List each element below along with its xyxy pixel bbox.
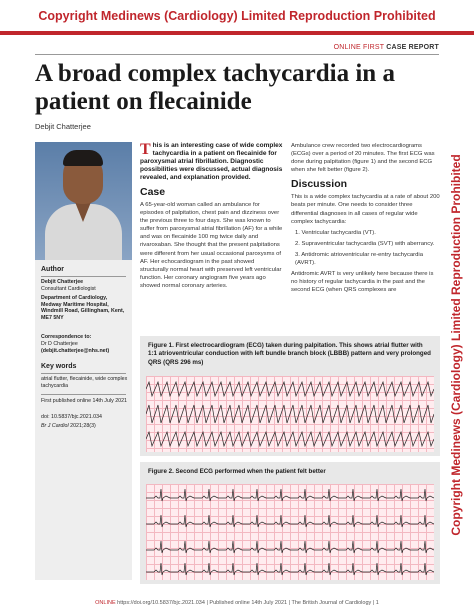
footer-published: Published online 14th July 2021: [209, 600, 288, 606]
ecg-trace-2: [146, 484, 434, 580]
differential-item: 3. Antidromic atrioventricular re-entry tachycardia (AVRT).: [295, 251, 424, 267]
copyright-notice: Copyright Medinews (Cardiology) Limited Reproduction Prohibited: [38, 9, 436, 23]
ecg-1-lead-row: [146, 432, 434, 446]
author-sidebar: [35, 142, 132, 580]
case-heading: Case: [140, 186, 166, 198]
ecg-1-lead-row: [146, 405, 434, 423]
online-first-label: ONLINE FIRST: [333, 44, 385, 51]
article-title: A broad complex tachycardia in a patient on flecainide: [35, 60, 395, 115]
discussion-body: [291, 193, 441, 294]
photo-hair-shape: [63, 150, 103, 166]
page-footer: ONLINE https://doi.org/10.5837/bjc.2021.034 | Published online 14th July 2021 | The British Journal of Cardiology | 1: [95, 600, 379, 606]
citation-journal: Br J Cardiol: [41, 423, 69, 429]
figure-2-caption: Figure 2. Second ECG performed when the patient felt better: [148, 468, 326, 475]
drop-cap: T: [140, 141, 151, 158]
ecg-intro: [291, 142, 441, 174]
author-role: Consultant Cardiologist: [41, 286, 96, 292]
abstract: [140, 142, 283, 182]
discussion-paragraph-2: Antidromic AVRT is very unlikely here because there is no history of regular tachycardia in the past and the second ECG (when QRS complexes are: [291, 271, 434, 294]
ecg-intro-paragraph: Ambulance crew recorded two electrocardiograms (ECGs) over a period of 20 minutes. The first ECG was done during palpitation (figure 1) and the second ECG when she felt better (figure 2).: [291, 143, 435, 174]
differential-list: [291, 229, 441, 267]
citation-volume: 2021;28(3): [70, 423, 96, 429]
top-banner: [0, 0, 474, 34]
discussion-heading: Discussion: [291, 178, 348, 191]
keywords-divider: [41, 373, 126, 374]
ecg-1-waveform: [146, 376, 434, 452]
differential-item: 2. Supraventricular tachycardia (SVT) with aberrancy.: [295, 240, 435, 247]
header-divider: [35, 54, 439, 55]
byline: Debjit Chatterjee: [35, 122, 91, 131]
author-photo: [35, 142, 132, 260]
figure-2: [140, 462, 440, 584]
correspondence-label: Correspondence to:: [41, 334, 92, 340]
figure-1-caption: Figure 1. First electrocardiogram (ECG) taken during palpitation. This shows atrial flutter with 1:1 atrioventricular conduction with left bundle branch block (LBBB) pattern and very prolonged QRS (QRS 296 ms): [148, 342, 431, 366]
footer-online: ONLINE: [95, 600, 116, 606]
author-affiliation: Department of Cardiology, Medway Maritime Hospital, Windmill Road, Gillingham, Kent, ME7 5NY: [41, 295, 125, 321]
ecg-1-lead-row: [146, 382, 434, 396]
figure-1: [140, 336, 440, 456]
case-report-label: CASE REPORT: [386, 44, 439, 51]
column-two: [140, 142, 283, 293]
ecg-2-lead-row: [146, 541, 434, 553]
correspondence-name: Dr D Chatterjee: [41, 341, 78, 347]
author-divider: [41, 276, 126, 277]
doi-text[interactable]: doi: 10.5837/bjc.2021.034: [41, 414, 102, 420]
keywords-text: atrial flutter, flecainide, wide complex tachycardia: [41, 376, 128, 389]
abstract-text: his is an interesting case of wide complex tachycardia in a patient on flecainide for paroxysmal atrial fibrillation. Diagnostic possibilities were discussed, actual diagnosis revealed, and explanation provided.: [140, 142, 283, 181]
ecg-2-lead-row: [146, 563, 434, 575]
column-three: [291, 142, 441, 297]
case-paragraph: A 65-year-old woman called an ambulance for episodes of palpitation, chest pain and dizziness over the previous three to four days. She was known to suffer from paroxysmal atrial fibrillation (AF) for a while and was on flecainide 100 mg twice daily and rivaroxaban. She thought that the present palpitations were different from her usual occasional paroxysms of AF. Her echocardiogram in the past showed structurally normal heart with preserved left ventricular function. Her coronary angiogram five years ago showed normal coronary arteries.: [140, 202, 283, 289]
vertical-copyright: [443, 100, 469, 590]
ecg-2-lead-row: [146, 489, 434, 501]
vertical-copyright-text: Copyright Medinews (Cardiology) Limited Reproduction Prohibited: [449, 154, 463, 536]
section-label: [334, 44, 439, 51]
author-name: Debjit Chatterjee: [41, 279, 84, 285]
footer-journal: The British Journal of Cardiology: [291, 600, 372, 606]
footer-page: 1: [375, 600, 379, 606]
discussion-paragraph: This is a wide complex tachycardia at a rate of about 200 beats per minute. One needs to consider three differential diagnoses in all cases of regular wide complex tachycardia:: [291, 194, 440, 225]
correspondence-email[interactable]: (debjit.chatterjee@nhs.net): [41, 348, 110, 354]
published-date: First published online 14th July 2021: [41, 398, 127, 404]
banner-rule: [0, 31, 474, 35]
ecg-trace-1: [146, 376, 434, 452]
ecg-2-lead-row: [146, 515, 434, 527]
case-body: [140, 201, 283, 290]
keywords-heading: Key words: [41, 363, 77, 370]
published-divider: [41, 394, 126, 395]
citation: [41, 423, 129, 430]
differential-item: 1. Ventricular tachycardia (VT).: [295, 229, 376, 236]
footer-doi[interactable]: https://doi.org/10.5837/bjc.2021.034: [117, 600, 205, 606]
author-heading: Author: [41, 266, 64, 273]
ecg-2-waveform: [146, 484, 434, 580]
